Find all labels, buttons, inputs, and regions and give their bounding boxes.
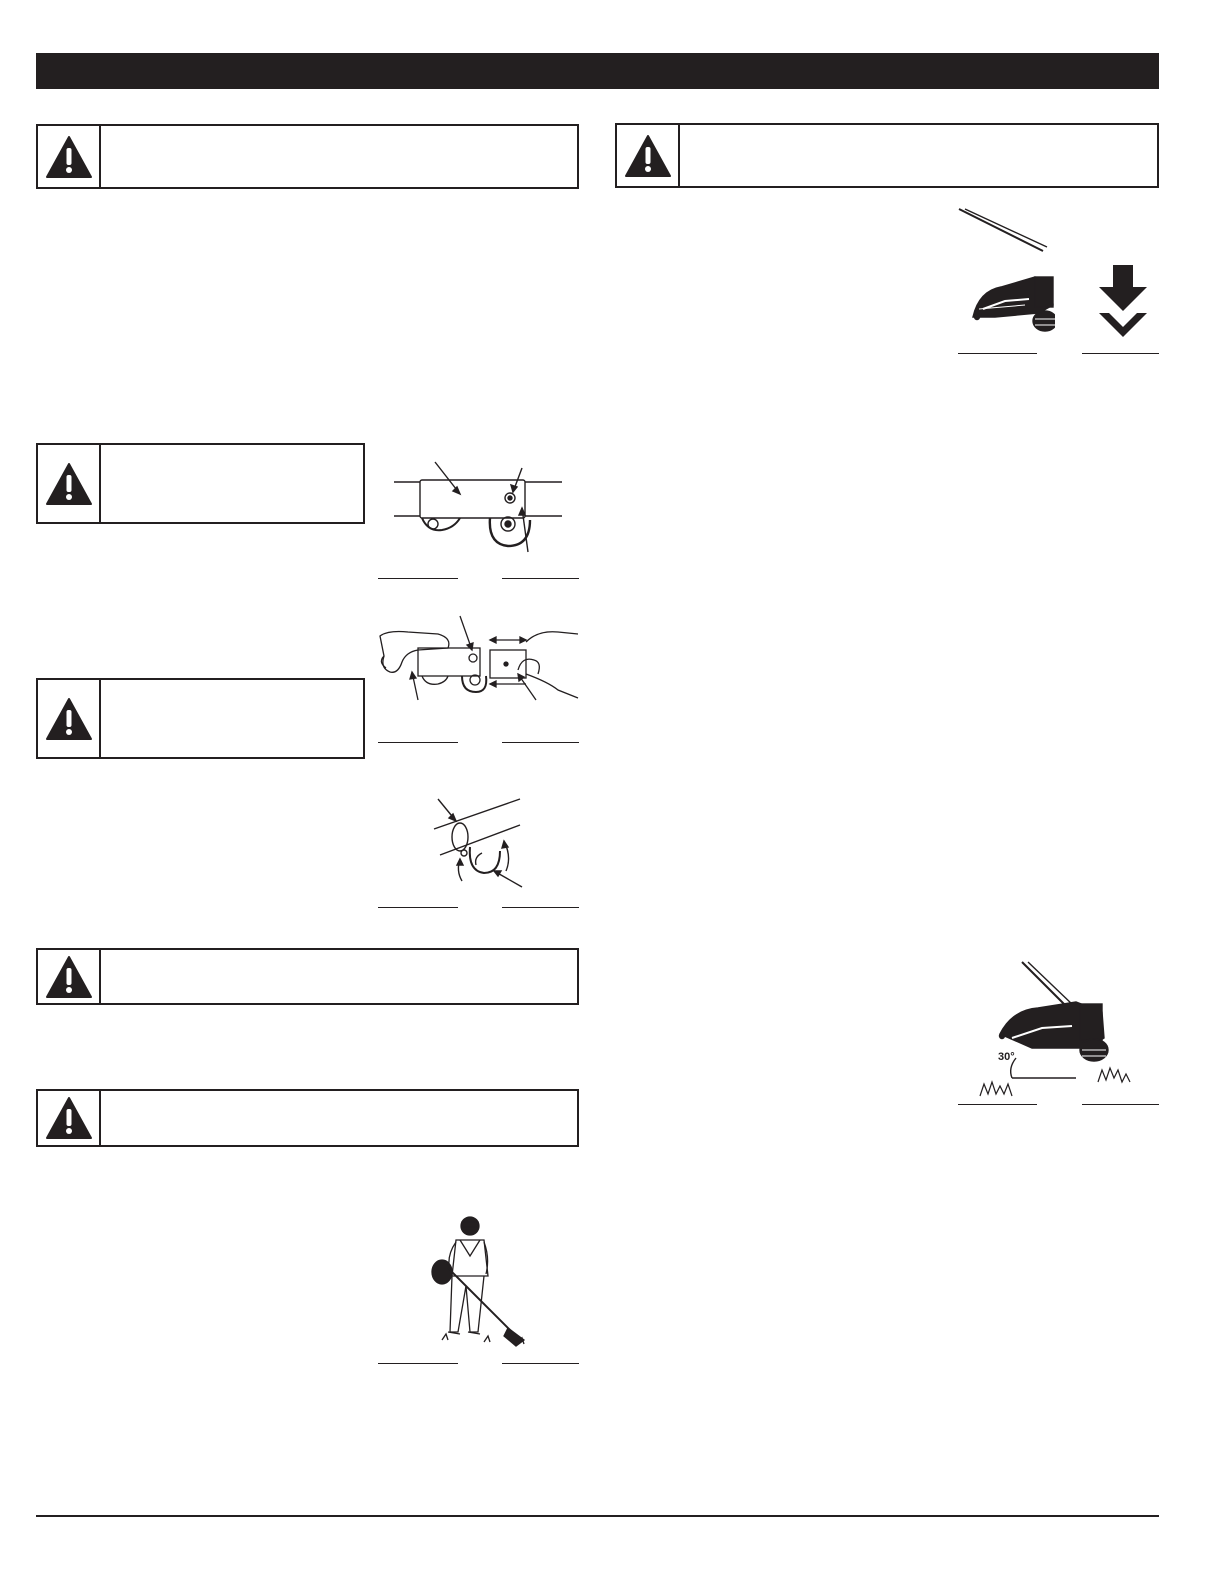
figure-caption-rule	[958, 353, 1037, 354]
figure-caption-rule	[502, 578, 579, 579]
warning-triangle-icon	[45, 697, 93, 741]
figure-operator-position	[428, 1212, 532, 1352]
warning-box-6	[615, 123, 1159, 188]
figure-caption-rule	[378, 578, 458, 579]
down-arrow-icon	[1097, 265, 1149, 341]
warning-box-2	[36, 443, 365, 524]
figure-caption-rule	[958, 1104, 1037, 1105]
figure-coupler-button	[390, 460, 570, 570]
warning-icon-cell	[38, 126, 101, 187]
figure-trimmer-head-tap	[955, 205, 1055, 340]
warning-icon-cell	[38, 680, 101, 757]
figure-caption-rule	[502, 1363, 579, 1364]
section-header-bar	[36, 53, 1159, 89]
warning-box-4	[36, 948, 579, 1005]
figure-caption-rule	[502, 907, 579, 908]
figure-caption-rule	[378, 1363, 458, 1364]
figure-caption-rule	[502, 742, 579, 743]
figure-knob-tighten	[430, 795, 530, 890]
warning-triangle-icon	[624, 134, 672, 178]
angle-label: 30°	[998, 1051, 1015, 1063]
figure-caption-rule	[1082, 353, 1159, 354]
footer-rule	[36, 1515, 1159, 1517]
figure-caption-rule	[378, 907, 458, 908]
warning-triangle-icon	[45, 955, 93, 999]
warning-box-5	[36, 1089, 579, 1147]
warning-triangle-icon	[45, 1096, 93, 1140]
figure-hands-joining-shafts	[378, 612, 580, 704]
warning-icon-cell	[617, 125, 680, 186]
figure-caption-rule	[1082, 1104, 1159, 1105]
warning-triangle-icon	[45, 135, 93, 179]
figure-cutting-angle	[972, 958, 1140, 1098]
figure-caption-rule	[378, 742, 458, 743]
warning-triangle-icon	[45, 462, 93, 506]
warning-icon-cell	[38, 950, 101, 1003]
warning-box-1	[36, 124, 579, 189]
warning-box-3	[36, 678, 365, 759]
warning-icon-cell	[38, 1091, 101, 1145]
warning-icon-cell	[38, 445, 101, 522]
